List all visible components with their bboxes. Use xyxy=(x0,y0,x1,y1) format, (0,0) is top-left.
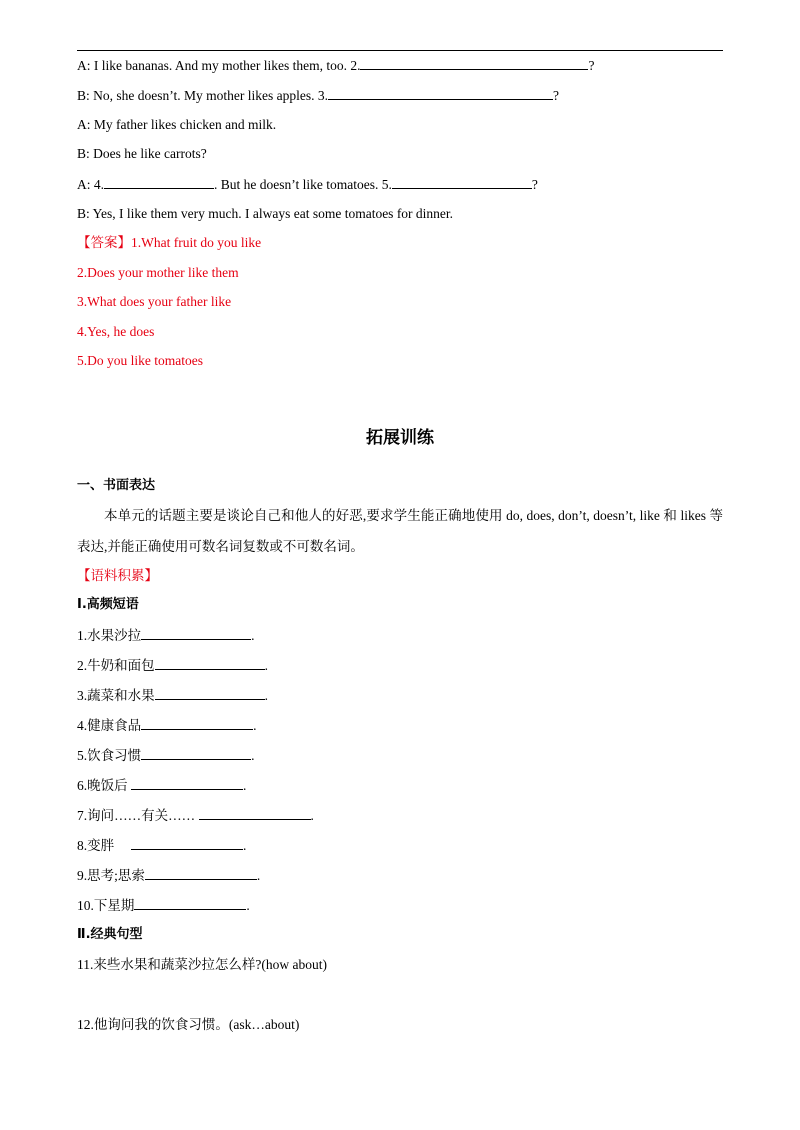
phrase-blank[interactable] xyxy=(141,626,251,640)
answer-line-3: 3.What does your father like xyxy=(77,294,232,309)
sentences-heading: Ⅱ.经典句型 xyxy=(77,927,143,942)
dialogue-line-4: B: Does he like carrots? xyxy=(77,146,207,161)
answer-blank-3[interactable] xyxy=(328,86,553,100)
phrase-blank[interactable] xyxy=(141,716,253,730)
dialogue-line-3: A: My father likes chicken and milk. xyxy=(77,117,277,132)
answer-blank-4[interactable] xyxy=(104,175,214,189)
sentence-item-12: 12.他询问我的饮食习惯。(ask…about) xyxy=(77,1017,300,1032)
phrase-item-10: 10.下星期 . xyxy=(77,898,250,913)
phrase-blank[interactable] xyxy=(141,746,251,760)
phrase-blank[interactable] xyxy=(131,836,243,850)
answer-line-1: 【答案】1.What fruit do you like xyxy=(77,235,262,250)
dialogue-line-6: B: Yes, I like them very much. I always eat some tomatoes for dinner. xyxy=(77,206,454,221)
phrase-blank[interactable] xyxy=(155,686,265,700)
phrase-blank[interactable] xyxy=(199,806,311,820)
phrase-blank[interactable] xyxy=(155,656,265,670)
phrase-item-2: 2.牛奶和面包 . xyxy=(77,658,268,673)
answer-line-2: 2.Does your mother like them xyxy=(77,265,239,280)
dialogue-line-5: A: 4. . But he doesn’t like tomatoes. 5. ? xyxy=(77,177,538,192)
phrase-item-3: 3.蔬菜和水果 . xyxy=(77,688,268,703)
dialogue-line-1: A: I like bananas. And my mother likes them, too. 2. ? xyxy=(77,58,595,73)
phrase-item-8: 8.变胖 . xyxy=(77,838,247,853)
phrase-blank[interactable] xyxy=(134,896,246,910)
part-one-heading: 一、书面表达 xyxy=(77,478,156,493)
answer-blank-5[interactable] xyxy=(392,175,532,189)
phrase-item-7: 7.询问……有关…… . xyxy=(77,808,314,823)
phrase-item-6: 6.晚饭后 . xyxy=(77,778,247,793)
phrase-item-5: 5.饮食习惯 . xyxy=(77,748,255,763)
sentence-item-11: 11.来些水果和蔬菜沙拉怎么样?(how about) xyxy=(77,957,327,972)
phrase-blank[interactable] xyxy=(131,776,243,790)
answer-line-5: 5.Do you like tomatoes xyxy=(77,353,203,368)
part-one-paragraph: 本单元的话题主要是谈论自己和他人的好恶,要求学生能正确地使用 do, does, don’t, doesn’t, like 和 likes 等表达,并能正确使用可数名词复数或不可数名词。 xyxy=(77,508,723,554)
header-rule xyxy=(77,50,723,51)
phrase-item-1: 1.水果沙拉 . xyxy=(77,628,255,643)
corpus-label: 【语料积累】 xyxy=(77,568,158,583)
phrase-blank[interactable] xyxy=(145,866,257,880)
dialogue-line-2: B: No, she doesn’t. My mother likes apples. 3. ? xyxy=(77,88,559,103)
phrase-item-4: 4.健康食品 . xyxy=(77,718,257,733)
answer-blank-2[interactable] xyxy=(360,56,588,70)
answer-line-4: 4.Yes, he does xyxy=(77,324,155,339)
section-title: 拓展训练 xyxy=(366,428,434,448)
answer-label: 【答案】 xyxy=(77,235,131,250)
phrase-item-9: 9.思考;思索 . xyxy=(77,868,261,883)
phrases-heading: Ⅰ.高频短语 xyxy=(77,597,139,612)
